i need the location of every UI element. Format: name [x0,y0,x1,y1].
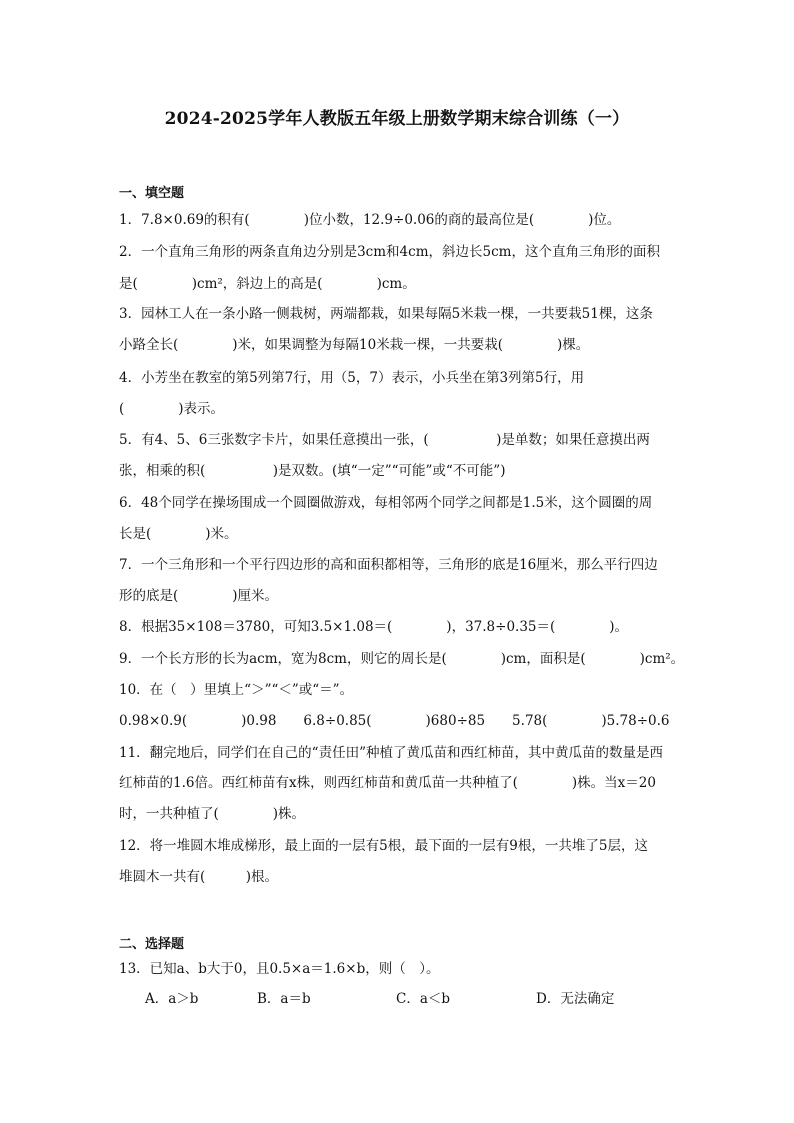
question-2-line-1: 2．一个直角三角形的两条直角边分别是3cm和4cm，斜边长5cm，这个直角三角形的面积 [119,244,660,260]
question-10-line-2: 0.98×0.9( )0.98 6.8÷0.85( )680÷85 5.78( )5.78÷0.6 [119,713,670,729]
question-5-line-2: 张，相乘的积( )是双数。(填“一定”“可能”或“不可能”) [119,463,506,479]
question-3-line-2: 小路全长( )米，如果调整为每隔10米栽一棵，一共要栽( )棵。 [119,337,590,353]
question-5-line-1: 5．有4、5、6三张数字卡片，如果任意摸出一张，( )是单数；如果任意摸出两 [119,432,650,448]
question-10-line-1: 10．在（ ）里填上“＞”“＜”或“＝”。 [119,682,354,698]
page-title: 2024-2025学年人教版五年级上册数学期末综合训练（一） [164,109,630,129]
option-b[interactable]: B．a＝b [257,991,311,1007]
question-3-line-1: 3．园林工人在一条小路一侧栽树，两端都栽，如果每隔5米栽一棵，一共要栽51棵，这条 [119,306,653,322]
question-12-line-2: 堆圆木一共有( )根。 [119,869,279,885]
option-d[interactable]: D．无法确定 [536,991,615,1007]
question-6-line-2: 长是( )米。 [119,526,238,542]
question-11-line-3: 时，一共种植了( )株。 [119,806,306,822]
question-13-line: 13．已知a、b大于0，且0.5×a＝1.6×b，则（ ）。 [119,961,440,977]
section-heading-fill-blank: 一、填空题 [119,186,185,201]
option-a[interactable]: A．a＞b [145,991,199,1007]
question-9-line: 9．一个长方形的长为acm，宽为8cm，则它的周长是( )cm，面积是( )cm²。 [119,651,685,667]
question-4-line-2: ( )表示。 [119,401,225,417]
question-11-line-2: 红柿苗的1.6倍。西红柿苗有x株，则西红柿苗和黄瓜苗一共种植了( )株。当x＝20 [119,775,656,791]
section-heading-choice: 二、选择题 [119,937,185,952]
question-7-line-2: 形的底是( )厘米。 [119,588,279,604]
question-4-line-1: 4．小芳坐在教室的第5列第7行，用（5，7）表示，小兵坐在第3列第5行，用 [119,370,585,386]
question-1-line: 1．7.8×0.69的积有( )位小数，12.9÷0.06的商的最高位是( )位。 [119,212,621,228]
question-11-line-1: 11．翻完地后，同学们在自己的“责任田”种植了黄瓜苗和西红柿苗，其中黄瓜苗的数量是西 [119,745,663,761]
option-c[interactable]: C．a＜b [396,991,451,1007]
question-6-line-1: 6．48个同学在操场围成一个圆圈做游戏，每相邻两个同学之间都是1.5米，这个圆圈的周 [119,495,653,511]
question-8-line: 8．根据35×108＝3780，可知3.5×1.08＝( )，37.8÷0.35＝( )。 [119,619,629,635]
question-7-line-1: 7．一个三角形和一个平行四边形的高和面积都相等，三角形的底是16厘米，那么平行四边 [119,557,658,573]
question-12-line-1: 12．将一堆圆木堆成梯形，最上面的一层有5根，最下面的一层有9根，一共堆了5层，这 [119,838,648,854]
question-2-line-2: 是( )cm²，斜边上的高是( )cm。 [119,276,416,292]
